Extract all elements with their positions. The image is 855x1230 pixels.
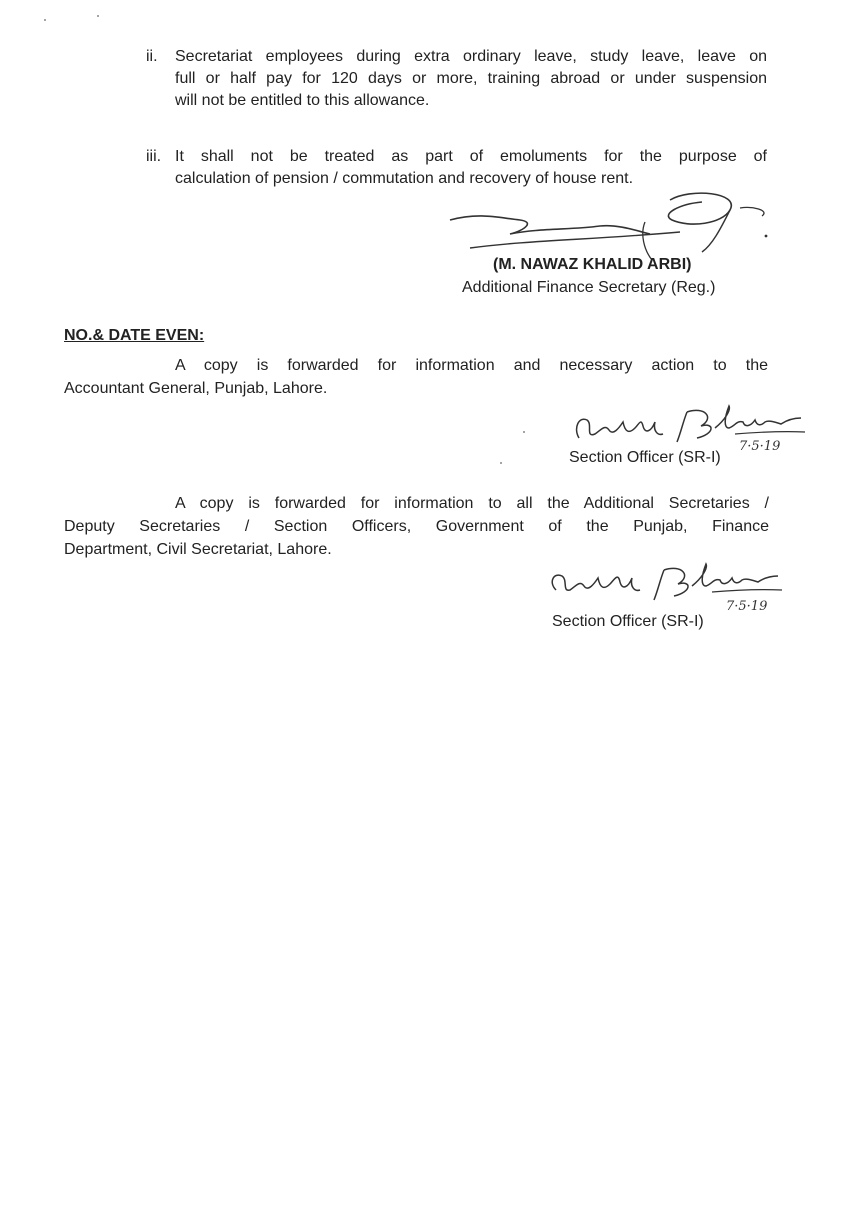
scan-speck bbox=[97, 15, 99, 17]
item-number: iii. bbox=[146, 148, 162, 165]
item-text-line: calculation of pension / commutation and recovery of house rent. bbox=[175, 170, 634, 187]
section-officer-designation: Section Officer (SR-I) bbox=[569, 449, 721, 466]
signatory-designation: Additional Finance Secretary (Reg.) bbox=[462, 279, 716, 296]
scan-speck bbox=[500, 462, 502, 464]
scan-speck bbox=[523, 431, 525, 433]
paragraph-line: Accountant General, Punjab, Lahore. bbox=[64, 380, 328, 397]
paragraph-line: Deputy Secretaries / Section Officers, Government of the Punjab, Finance bbox=[64, 518, 769, 535]
paragraph-line: A copy is forwarded for information to all the Additional Secretaries / bbox=[175, 495, 769, 512]
item-text-line: Secretariat employees during extra ordinary leave, study leave, leave on bbox=[175, 48, 767, 65]
svg-text:7·5·19: 7·5·19 bbox=[739, 439, 781, 454]
endorsement-heading: NO.& DATE EVEN: bbox=[64, 327, 205, 344]
item-text-line: It shall not be treated as part of emoluments for the purpose of bbox=[175, 148, 767, 165]
item-number: ii. bbox=[146, 48, 158, 65]
svg-text:7·5·19: 7·5·19 bbox=[726, 599, 768, 614]
paragraph-line: Department, Civil Secretariat, Lahore. bbox=[64, 541, 332, 558]
paragraph-line: A copy is forwarded for information and necessary action to the bbox=[175, 357, 768, 374]
item-text-line: full or half pay for 120 days or more, training abroad or under suspension bbox=[175, 70, 767, 87]
signatory-name: (M. NAWAZ KHALID ARBI) bbox=[493, 256, 692, 273]
section-officer-designation: Section Officer (SR-I) bbox=[552, 613, 704, 630]
scan-speck bbox=[44, 19, 46, 21]
item-text-line: will not be entitled to this allowance. bbox=[175, 92, 430, 109]
